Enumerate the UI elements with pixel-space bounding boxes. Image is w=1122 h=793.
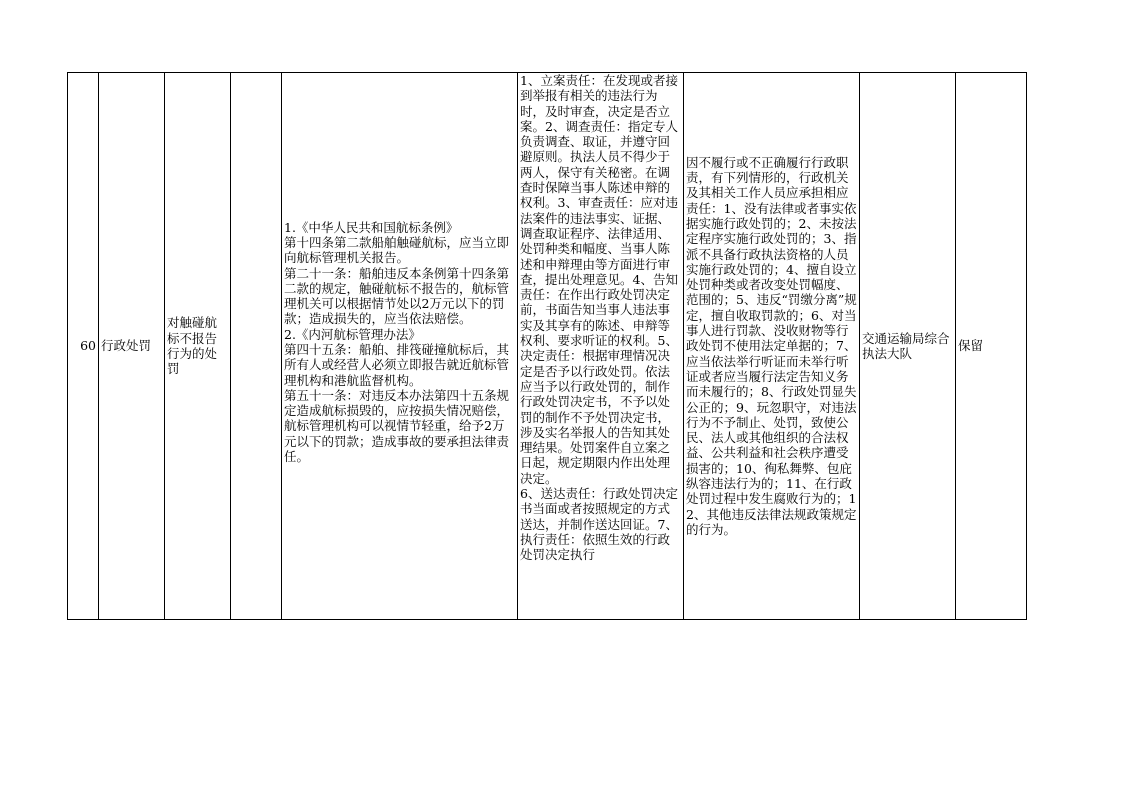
legal-basis-line: 第五十一条：对违反本办法第四十五条规定造成航标损毁的，应按损失情况赔偿，航标管理机构可以视情节轻重，给予2万元以下的罚款；造成事故的要承担法律责任。: [284, 387, 510, 465]
accountability-cell: [684, 73, 860, 620]
empty-cell: [231, 73, 282, 620]
accountability-text: 因不履行或不正确履行行政职责，有下列情形的，行政机关及其相关工作人员应承担相应责任：1、没有法律或者事实依据实施行政处罚的；2、未按法定程序实施行政处罚的；3、指派不具备行政执法资格的人员实施行政处罚的；4、擅自设立处罚种类或者改变处罚幅度、范围的；5、违反“罚缴分离”规定，擅自收取罚款的；6、对当事人进行罚款、没收财物等行政处罚不使用法定单据的；7、应当依法举行听证而未举行听证或者应当履行法定告知义务而未履行的；8、行政处罚显失公正的；9、玩忽职守，对违法行为不予制止、处罚，致使公民、法人或其他组织的合法权益、公共利益和社会秩序遭受损害的；10、徇私舞弊、包庇纵容违法行为的；11、在行政处罚过程中发生腐败行为的；12、其他违反法律法规政策规定的行为。: [686, 154, 857, 537]
responsibility-paragraph: 1、立案责任：在发现或者接到举报有相关的违法行为时，及时审查，决定是否立案。2、调查责任：指定专人负责调查、取证，并遵守回避原则。执法人员不得少于两人，保守有关秘密。在调查时保障当事人陈述申辩的权利。3、审查责任：应对违法案件的违法事实、证据、调查取证程序、法律适用、处罚种类和幅度、当事人陈述和申辩理由等方面进行审查，提出处理意见。4、告知责任：在作出行政处罚决定前，书面告知当事人违法事实及其享有的陈述、申辩等权利、要求听证的权利。5、决定责任：根据审理情况决定是否予以行政处罚。依法应当予以行政处罚的，制作行政处罚决定书，不予以处罚的制作不予处罚决定书，涉及实名举报人的告知其处理结果。处罚案件自立案之日起，规定期限内作出处理决定。: [520, 73, 678, 486]
item-name-cell: [165, 73, 231, 620]
legal-basis-text: [284, 220, 515, 465]
item-name: 对触碰航标不报告行为的处罚: [167, 315, 218, 377]
responsibility-text: [520, 73, 681, 618]
item-type: 行政处罚: [101, 338, 152, 354]
legal-basis-line: 2.《内河航标管理办法》: [284, 326, 421, 342]
authority-table: [67, 72, 1027, 620]
item-type-cell: [99, 73, 165, 620]
responsibility-cell: [518, 73, 684, 620]
legal-basis-cell: [282, 73, 518, 620]
department: 交通运输局综合执法大队: [862, 330, 950, 361]
row-index-cell: [68, 73, 99, 620]
legal-basis-line: 1.《中华人民共和国航标条例》: [284, 219, 459, 235]
status: 保留: [958, 338, 984, 354]
legal-basis-line: 第二十一条：船舶违反本条例第十四条第二款的规定，触碰航标不报告的，航标管理机关可以根据情节处以2万元以下的罚款；造成损失的，应当依法赔偿。: [284, 265, 510, 327]
responsibility-paragraph: 6、送达责任：行政处罚决定书当面或者按照规定的方式送达，并制作送达回证。7、执行责任：依照生效的行政处罚决定执行: [520, 486, 678, 563]
row-index: 60: [80, 338, 96, 354]
legal-basis-line: 第十四条第二款船舶触碰航标，应当立即向航标管理机关报告。: [284, 234, 510, 266]
status-cell: [956, 73, 1027, 620]
table-row: [68, 73, 1027, 620]
department-cell: [860, 73, 956, 620]
legal-basis-line: 第四十五条：船舶、排筏碰撞航标后，其所有人或经营人必须立即报告就近航标管理机构和港航监督机构。: [284, 342, 510, 388]
